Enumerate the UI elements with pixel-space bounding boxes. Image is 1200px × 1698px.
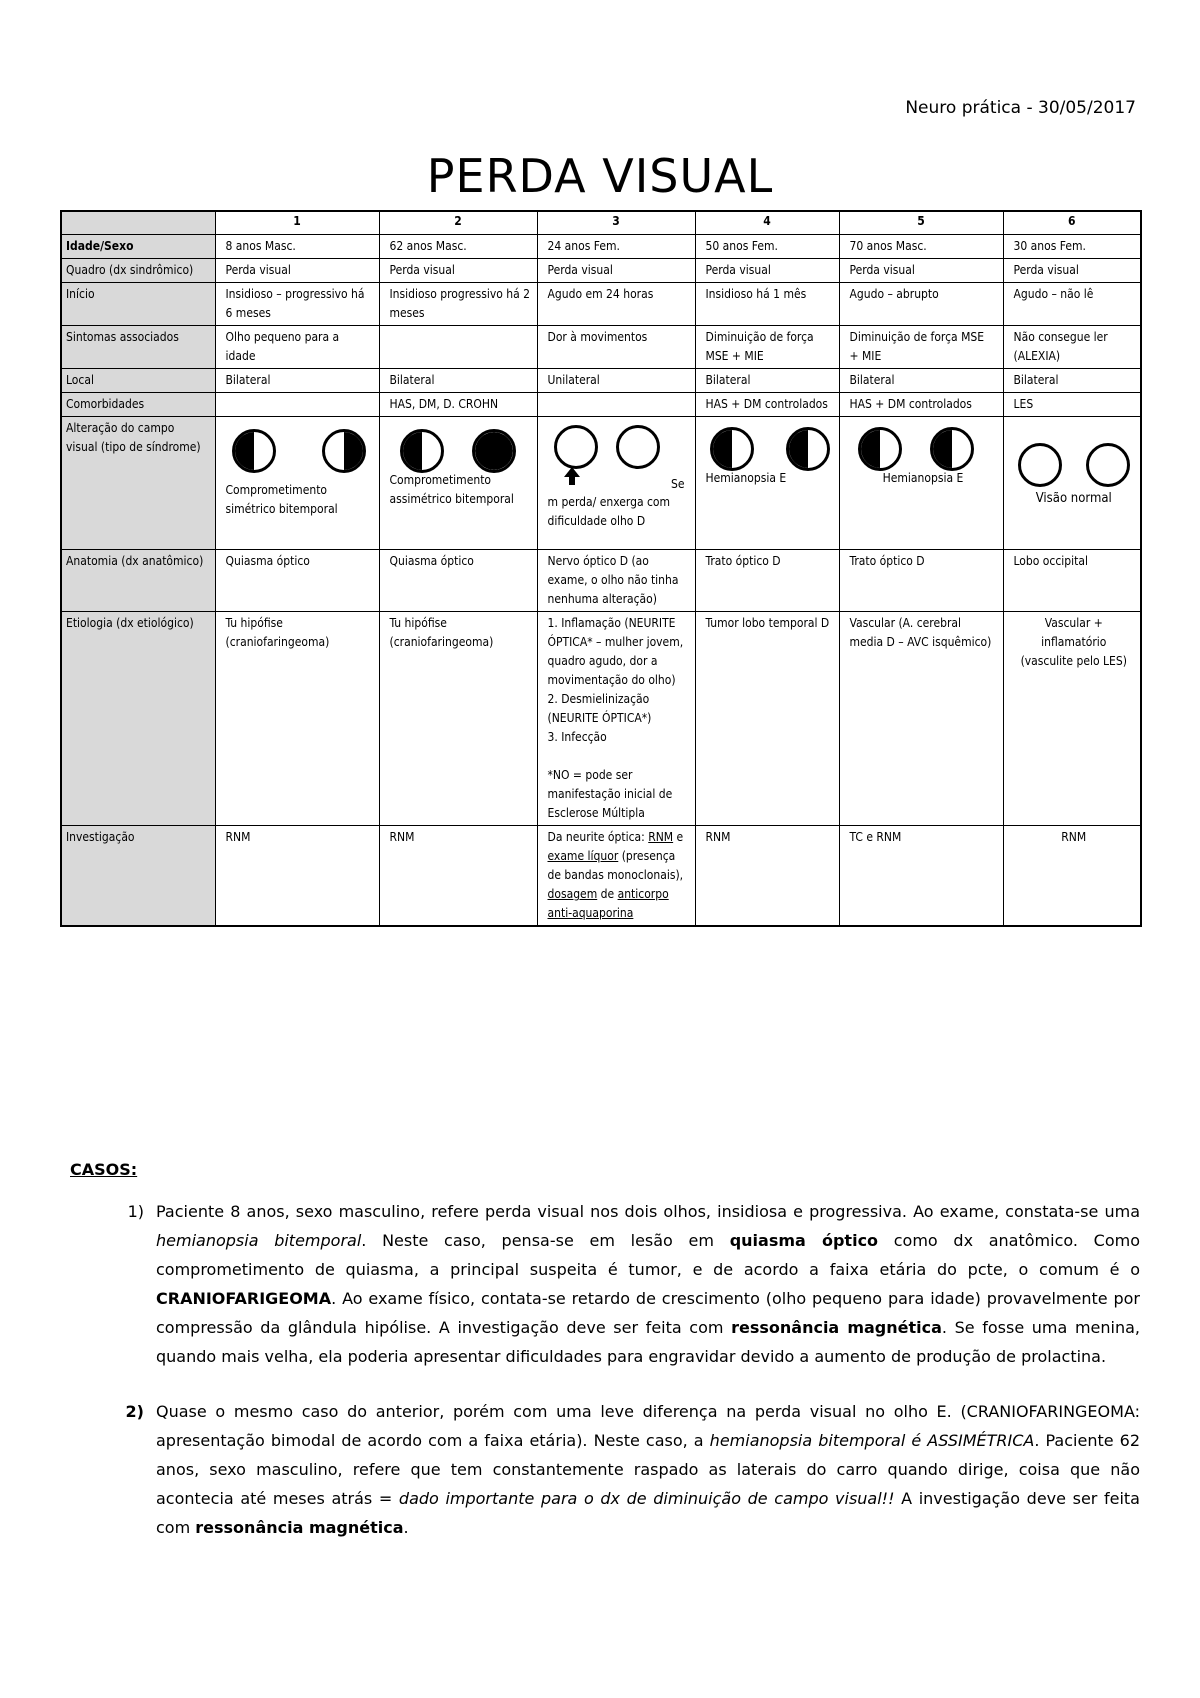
cell: 24 anos Fem. (537, 235, 695, 259)
cell: Diminuição de força MSE + MIE (695, 326, 839, 369)
col-header: 1 (215, 211, 379, 235)
cell: Tu hipófise (craniofaringeoma) (215, 612, 379, 826)
row-anatomia (61, 550, 1141, 612)
cell (215, 393, 379, 417)
left-eye-field-icon (400, 429, 444, 473)
etiology-line: 1. Inflamação (NEURITE ÓPTICA* – mulher jovem, quadro agudo, dor a movimentação do olho) (547, 616, 684, 687)
cell (1003, 417, 1141, 550)
invest-text: (presença de bandas monoclonais), (547, 849, 684, 882)
cell: Perda visual (839, 259, 1003, 283)
visual-loss-table (60, 210, 1142, 927)
cell (537, 393, 695, 417)
cell: Insidioso – progressivo há 6 meses (215, 283, 379, 326)
field-caption: Visão normal (1035, 491, 1112, 506)
corner-cell (61, 211, 215, 235)
cell: Dor à movimentos (537, 326, 695, 369)
row-inicio (61, 283, 1141, 326)
case-1 (70, 1197, 1140, 1371)
right-eye-field-icon (616, 425, 660, 469)
invest-text: Da neurite óptica: (547, 830, 649, 844)
cell: Vascular + inflamatório (vasculite pelo LES) (1003, 612, 1141, 826)
cell: 50 anos Fem. (695, 235, 839, 259)
cell: HAS + DM controlados (839, 393, 1003, 417)
cell (215, 417, 379, 550)
right-eye-field-icon (472, 429, 516, 473)
row-comorbidades (61, 393, 1141, 417)
row-etiologia (61, 612, 1141, 826)
row-label: Investigação (61, 826, 215, 927)
cell: Agudo – abrupto (839, 283, 1003, 326)
case-number: 1) (127, 1202, 144, 1221)
cell (537, 417, 695, 550)
cell: RNM (1003, 826, 1141, 927)
cell (379, 326, 537, 369)
row-idade (61, 235, 1141, 259)
row-investigacao (61, 826, 1141, 927)
cell: Perda visual (215, 259, 379, 283)
right-eye-field-icon (786, 427, 830, 471)
cell: Insidioso progressivo há 2 meses (379, 283, 537, 326)
cell: Nervo óptico D (ao exame, o olho não tinha nenhuma alteração) (537, 550, 695, 612)
row-label: Idade/Sexo (61, 235, 215, 259)
col-header: 6 (1003, 211, 1141, 235)
page-title: PERDA VISUAL (426, 149, 774, 203)
cell: RNM (379, 826, 537, 927)
etiology-line: 3. Infecção (547, 730, 607, 744)
field-caption: Comprometimento simétrico bitemporal (225, 483, 338, 516)
row-label: Alteração do campo visual (tipo de síndrome) (61, 417, 215, 550)
cell: Bilateral (215, 369, 379, 393)
cell: Tu hipófise (craniofaringeoma) (379, 612, 537, 826)
case-text: Paciente 8 anos, sexo masculino, refere perda visual nos dois olhos, insidiosa e progressiva. Ao exame, constata-se uma hemianopsia bitemporal. Neste caso, pensa-se em lesão em quiasma óptico como dx anatômico. Como comprometimento de quiasma, a principal suspeita é tumor, e de acordo a faixa etária do pcte, o comum é o CRANIOFARIGEOMA. Ao exame físico, contata-se retardo de crescimento (olho pequeno para idade) provavelmente por compressão da glândula hipólise. A investigação deve ser feita com ressonância magnética. Se fosse uma menina, quando mais velha, ela poderia apresentar dificuldades para engravidar devido a aumento de produção de prolactina. (156, 1202, 1141, 1366)
row-local (61, 369, 1141, 393)
field-caption-extra: m perda/ enxerga com dificuldade olho D (547, 495, 671, 528)
cell: Tumor lobo temporal D (695, 612, 839, 826)
cell: Trato óptico D (695, 550, 839, 612)
cell: RNM (695, 826, 839, 927)
left-eye-field-icon (858, 427, 902, 471)
left-eye-field-icon (1018, 443, 1062, 487)
row-label: Anatomia (dx anatômico) (61, 550, 215, 612)
col-header: 5 (839, 211, 1003, 235)
cell: HAS + DM controlados (695, 393, 839, 417)
row-label: Quadro (dx sindrômico) (61, 259, 215, 283)
row-sintomas (61, 326, 1141, 369)
cell: Insidioso há 1 mês (695, 283, 839, 326)
cell: Vascular (A. cerebral media D – AVC isquêmico) (839, 612, 1003, 826)
invest-dosagem: dosagem (547, 887, 598, 901)
cell: Bilateral (839, 369, 1003, 393)
cell (695, 417, 839, 550)
cell (379, 417, 537, 550)
cell: Olho pequeno para a idade (215, 326, 379, 369)
left-eye-field-icon (554, 425, 598, 469)
row-label: Local (61, 369, 215, 393)
right-eye-field-icon (1086, 443, 1130, 487)
cell: Bilateral (1003, 369, 1141, 393)
cell (537, 612, 695, 826)
right-eye-field-icon (322, 429, 366, 473)
cell: 62 anos Masc. (379, 235, 537, 259)
field-caption: Hemianopsia E (882, 471, 964, 485)
row-label: Etiologia (dx etiológico) (61, 612, 215, 826)
row-label: Comorbidades (61, 393, 215, 417)
cell: Bilateral (695, 369, 839, 393)
cell: Trato óptico D (839, 550, 1003, 612)
header-note: Neuro prática - 30/05/2017 (905, 98, 1136, 118)
invest-text: e (673, 830, 684, 844)
invest-liquor: exame líquor (547, 849, 619, 863)
row-campo-visual (61, 417, 1141, 550)
left-eye-field-icon (232, 429, 276, 473)
cell: Perda visual (537, 259, 695, 283)
row-quadro (61, 259, 1141, 283)
cell (537, 826, 695, 927)
left-eye-field-icon (710, 427, 754, 471)
etiology-note: *NO = pode ser manifestação inicial de Esclerose Múltipla (547, 768, 673, 820)
cell: TC e RNM (839, 826, 1003, 927)
row-label: Sintomas associados (61, 326, 215, 369)
cell: HAS, DM, D. CROHN (379, 393, 537, 417)
field-caption: Comprometimento assimétrico bitemporal (389, 473, 514, 506)
cases-section (70, 1160, 1140, 1564)
header-row (61, 211, 1141, 235)
cell: Unilateral (537, 369, 695, 393)
cell: Perda visual (1003, 259, 1141, 283)
cases-title: CASOS: (70, 1160, 138, 1179)
cell: 30 anos Fem. (1003, 235, 1141, 259)
cell: Lobo occipital (1003, 550, 1141, 612)
cell: 8 anos Masc. (215, 235, 379, 259)
cell: 70 anos Masc. (839, 235, 1003, 259)
cell: Quiasma óptico (379, 550, 537, 612)
invest-anticorpo: anticorpo anti-aquaporina (547, 887, 669, 920)
col-header: 2 (379, 211, 537, 235)
case-text: Quase o mesmo caso do anterior, porém com uma leve diferença na perda visual no olho E. (CRANIOFARINGEOMA: apresentação bimodal de acordo com a faixa etária). Neste caso, a hemianopsia bitemporal é ASSIMÉTRICA. Paciente 62 anos, sexo masculino, refere que tem constantemente raspado as laterais do carro quando dirige, coisa que não acontecia até meses atrás = dado importante para o dx de diminuição de campo visual!! A investigação deve ser feita com ressonância magnética. (156, 1402, 1141, 1537)
cell: Perda visual (379, 259, 537, 283)
field-caption: Hemianopsia E (705, 471, 787, 485)
cell: Não consegue ler (ALEXIA) (1003, 326, 1141, 369)
col-header: 3 (537, 211, 695, 235)
case-2 (70, 1397, 1140, 1542)
cell: Diminuição de força MSE + MIE (839, 326, 1003, 369)
cell: Agudo em 24 horas (537, 283, 695, 326)
col-header: 4 (695, 211, 839, 235)
invest-rnm: RNM (648, 830, 674, 844)
cell (839, 417, 1003, 550)
case-number: 2) (125, 1402, 144, 1421)
invest-text: de (597, 887, 618, 901)
row-label: Início (61, 283, 215, 326)
cell: LES (1003, 393, 1141, 417)
cell: Quiasma óptico (215, 550, 379, 612)
right-eye-field-icon (930, 427, 974, 471)
etiology-line: 2. Desmielinização (NEURITE ÓPTICA*) (547, 692, 652, 725)
cell: Agudo – não lê (1003, 283, 1141, 326)
cell: Perda visual (695, 259, 839, 283)
field-caption: Se (671, 477, 685, 491)
cell: Bilateral (379, 369, 537, 393)
cell: RNM (215, 826, 379, 927)
